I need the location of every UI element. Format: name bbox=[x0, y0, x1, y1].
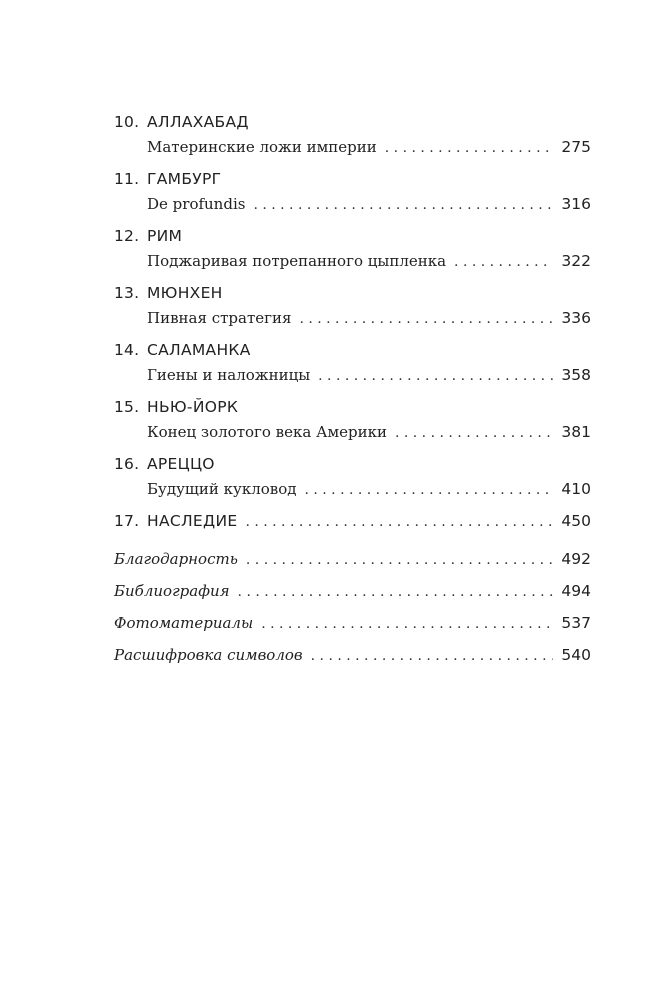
chapter-subtitle-line bbox=[114, 135, 591, 160]
dot-leader bbox=[385, 136, 554, 161]
dot-leader bbox=[311, 640, 554, 672]
chapter-subtitle: Конец золотого века Америки bbox=[147, 423, 387, 441]
page-number: 381 bbox=[561, 423, 591, 441]
chapter-title: САЛАМАНКА bbox=[147, 341, 251, 359]
chapter-number: 15. bbox=[114, 398, 140, 416]
chapter-subtitle-line bbox=[114, 420, 591, 445]
chapter-entry bbox=[114, 110, 591, 160]
page-number: 322 bbox=[561, 252, 591, 270]
chapter-subtitle: Гиены и наложницы bbox=[147, 366, 311, 384]
chapter-number: 12. bbox=[114, 227, 140, 245]
dot-leader bbox=[238, 576, 554, 608]
chapter-subtitle: De profundis bbox=[147, 195, 246, 213]
chapter-subtitle-line bbox=[114, 249, 591, 274]
dot-leader bbox=[318, 364, 553, 389]
chapter-title: АЛЛАХАБАД bbox=[147, 113, 249, 131]
chapter-entry bbox=[114, 452, 591, 502]
dot-leader bbox=[304, 478, 553, 503]
chapter-title: АРЕЦЦО bbox=[147, 455, 215, 473]
chapter-number: 16. bbox=[114, 455, 140, 473]
chapter-subtitle-line bbox=[114, 192, 591, 217]
chapter-number: 13. bbox=[114, 284, 140, 302]
back-matter-entry bbox=[114, 639, 591, 671]
dot-leader bbox=[253, 193, 553, 218]
chapter-subtitle: Материнские ложи империи bbox=[147, 138, 377, 156]
dot-leader bbox=[299, 307, 553, 332]
page-number: 494 bbox=[561, 582, 591, 600]
chapter-entry bbox=[114, 395, 591, 445]
page-number: 450 bbox=[561, 512, 591, 530]
back-matter-title: Фотоматериалы bbox=[114, 614, 254, 632]
chapter-subtitle-line bbox=[114, 363, 591, 388]
dot-leader bbox=[246, 544, 554, 576]
table-of-contents bbox=[114, 110, 591, 541]
back-matter-entry bbox=[114, 543, 591, 575]
chapter-title: МЮНХЕН bbox=[147, 284, 223, 302]
chapter-entry bbox=[114, 338, 591, 388]
chapter-entry bbox=[114, 281, 591, 331]
dot-leader bbox=[245, 510, 553, 535]
chapter-title: РИМ bbox=[147, 227, 183, 245]
chapter-subtitle-line bbox=[114, 477, 591, 502]
chapter-subtitle: Будущий кукловод bbox=[147, 480, 297, 498]
dot-leader bbox=[395, 421, 553, 446]
chapter-number: 11. bbox=[114, 170, 140, 188]
page-number: 316 bbox=[561, 195, 591, 213]
page-number: 410 bbox=[561, 480, 591, 498]
chapter-title: НЬЮ-ЙОРК bbox=[147, 398, 239, 416]
page-number: 537 bbox=[561, 614, 591, 632]
chapter-entry-last bbox=[114, 509, 591, 534]
back-matter bbox=[114, 543, 591, 671]
back-matter-entry bbox=[114, 607, 591, 639]
back-matter-title: Библиография bbox=[114, 582, 230, 600]
chapter-number: 14. bbox=[114, 341, 140, 359]
chapter-number: 10. bbox=[114, 113, 140, 131]
page-number: 492 bbox=[561, 550, 591, 568]
chapter-number: 17. bbox=[114, 512, 140, 530]
chapter-entry bbox=[114, 167, 591, 217]
chapter-subtitle-line bbox=[114, 306, 591, 331]
chapter-subtitle: Пивная стратегия bbox=[147, 309, 292, 327]
page-number: 336 bbox=[561, 309, 591, 327]
page-number: 275 bbox=[561, 138, 591, 156]
page-number: 358 bbox=[561, 366, 591, 384]
chapter-entry bbox=[114, 224, 591, 274]
chapter-title: ГАМБУРГ bbox=[147, 170, 222, 188]
page-number: 540 bbox=[561, 646, 591, 664]
chapter-subtitle: Поджаривая потрепанного цыпленка bbox=[147, 252, 447, 270]
back-matter-title: Благодарность bbox=[114, 550, 238, 568]
chapter-title: НАСЛЕДИЕ bbox=[147, 512, 238, 530]
dot-leader bbox=[261, 608, 553, 640]
dot-leader bbox=[454, 250, 553, 275]
back-matter-title: Расшифровка символов bbox=[114, 646, 303, 664]
back-matter-entry bbox=[114, 575, 591, 607]
